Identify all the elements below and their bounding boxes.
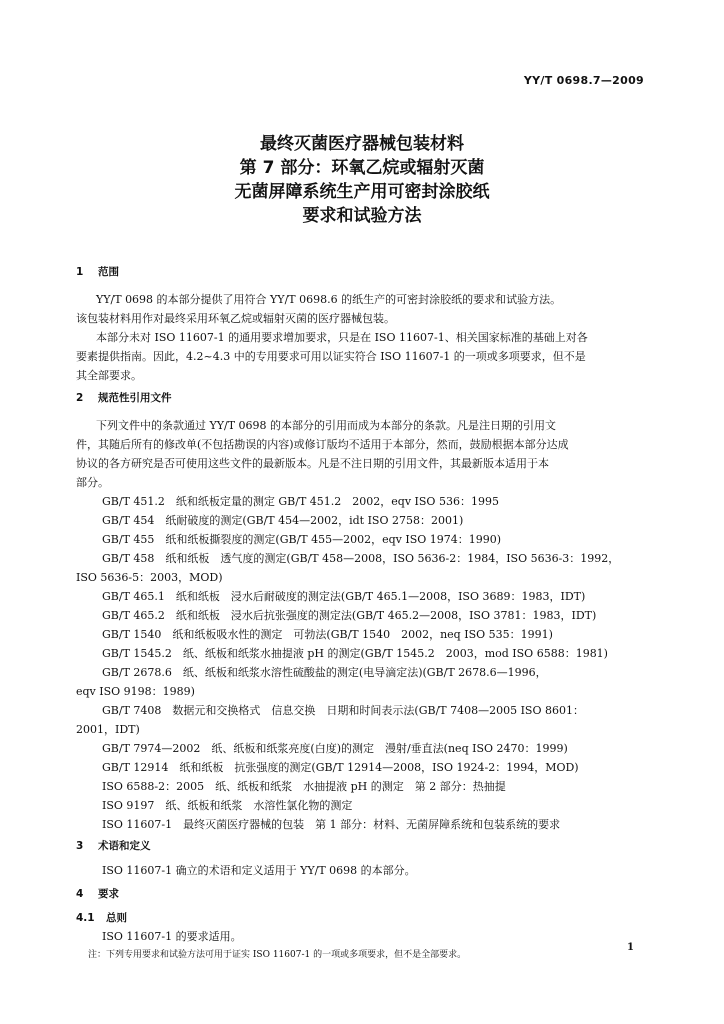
reference-item-continued: 2001，IDT)	[76, 723, 140, 736]
reference-item-continued: eqv ISO 9198：1989)	[76, 685, 195, 698]
reference-item: GB/T 465.2 纸和纸板 浸水后抗张强度的测定法(GB/T 465.2—2008，ISO 3781：1983，IDT)	[102, 609, 597, 622]
general-text: ISO 11607-1 的要求适用。	[102, 930, 242, 943]
reference-item: GB/T 458 纸和纸板 透气度的测定(GB/T 458—2008，ISO 5636-2：1984，ISO 5636-3：1992，	[102, 552, 620, 565]
reference-item: GB/T 1540 纸和纸板吸水性的测定 可勃法(GB/T 1540 2002，neq ISO 535：1991)	[102, 628, 553, 641]
reference-item: GB/T 7408 数据元和交换格式 信息交换 日期和时间表示法(GB/T 7408—2005 ISO 8601：	[102, 704, 584, 717]
reference-item: GB/T 454 纸耐破度的测定(GB/T 454—2002，idt ISO 2758：2001)	[102, 514, 464, 527]
scope-line: 本部分未对 ISO 11607-1 的通用要求增加要求，只是在 ISO 11607-1、相关国家标准的基础上对各	[96, 331, 588, 344]
normative-intro-line: 下列文件中的条款通过 YY/T 0698 的本部分的引用而成为本部分的条款。凡是注日期的引用文	[96, 419, 557, 432]
reference-item: ISO 9197 纸、纸板和纸浆 水溶性氯化物的测定	[102, 799, 353, 812]
reference-item: ISO 11607-1 最终灭菌医疗器械的包装 第 1 部分：材料、无菌屏障系统和包装系统的要求	[102, 818, 561, 831]
reference-item: GB/T 2678.6 纸、纸板和纸浆水溶性硫酸盐的测定(电导滴定法)(GB/T 2678.6—1996，	[102, 666, 547, 679]
general-note: 注：下列专用要求和试验方法可用于证实 ISO 11607-1 的一项或多项要求，但不是全部要求。	[88, 950, 467, 960]
reference-item: ISO 6588-2：2005 纸、纸板和纸浆 水抽提液 pH 的测定 第 2 部分：热抽提	[102, 780, 506, 793]
scope-line: YY/T 0698 的本部分提供了用符合 YY/T 0698.6 的纸生产的可密封涂胶纸的要求和试验方法。	[96, 293, 562, 306]
standard-code: YY/T 0698.7—2009	[523, 74, 644, 87]
normative-intro-line: 件，其随后所有的修改单(不包括勘误的内容)或修订版均不适用于本部分，然而，鼓励根据本部分达成	[76, 438, 569, 451]
section-heading-terms: 3 术语和定义	[76, 840, 151, 852]
section-heading-normative: 2 规范性引用文件	[76, 392, 172, 404]
title-line-3: 无菌屏障系统生产用可密封涂胶纸	[234, 182, 490, 202]
reference-item: GB/T 1545.2 纸、纸板和纸浆水抽提液 pH 的测定(GB/T 1545.2 2003，mod ISO 6588：1981)	[102, 647, 608, 660]
document-title	[0, 132, 724, 228]
title-line-4: 要求和试验方法	[302, 206, 422, 226]
normative-intro-line: 协议的各方研究是否可使用这些文件的最新版本。凡是不注日期的引用文件，其最新版本适用于本	[76, 457, 549, 470]
reference-item: GB/T 465.1 纸和纸板 浸水后耐破度的测定法(GB/T 465.1—2008，ISO 3689：1983，IDT)	[102, 590, 586, 603]
scope-line: 要素提供指南。因此，4.2~4.3 中的专用要求可用以证实符合 ISO 11607-1 的一项或多项要求，但不是	[76, 350, 586, 363]
subsection-heading-general: 4.1 总则	[76, 912, 127, 924]
title-line-2: 第 7 部分：环氧乙烷或辐射灭菌	[239, 158, 485, 178]
scope-line: 其全部要求。	[76, 369, 142, 382]
reference-item-continued: ISO 5636-5：2003，MOD)	[76, 571, 223, 584]
scope-line: 该包装材料用作对最终采用环氧乙烷或辐射灭菌的医疗器械包装。	[76, 312, 395, 325]
title-line-1: 最终灭菌医疗器械包装材料	[260, 134, 464, 154]
section-heading-requirements: 4 要求	[76, 888, 119, 900]
normative-intro-line: 部分。	[76, 476, 109, 489]
reference-item: GB/T 455 纸和纸板撕裂度的测定(GB/T 455—2002，eqv ISO 1974：1990)	[102, 533, 502, 546]
page-number: 1	[627, 942, 634, 953]
section-heading-scope: 1 范围	[76, 266, 119, 278]
reference-item: GB/T 12914 纸和纸板 抗张强度的测定(GB/T 12914—2008，ISO 1924-2：1994，MOD)	[102, 761, 579, 774]
reference-item: GB/T 451.2 纸和纸板定量的测定 GB/T 451.2 2002，eqv ISO 536：1995	[102, 495, 499, 508]
reference-item: GB/T 7974—2002 纸、纸板和纸浆亮度(白度)的测定 漫射/垂直法(neq ISO 2470：1999)	[102, 742, 568, 755]
terms-text: ISO 11607-1 确立的术语和定义适用于 YY/T 0698 的本部分。	[102, 864, 416, 877]
